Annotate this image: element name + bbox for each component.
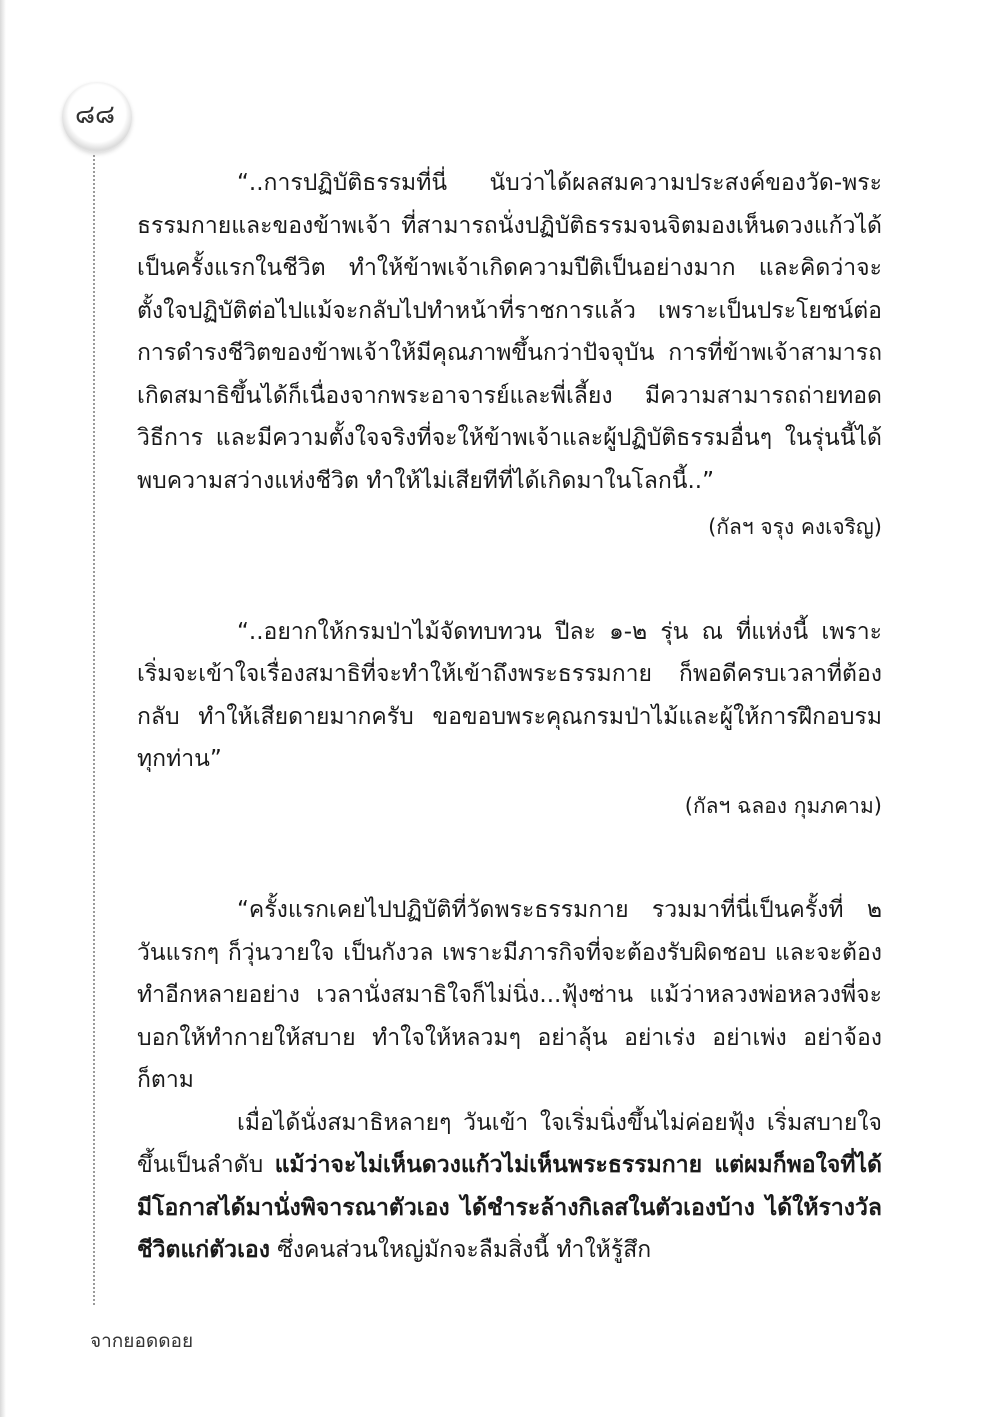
quote-3-paragraph-2	[137, 1102, 882, 1272]
dotted-margin-rule	[93, 155, 95, 1305]
page-edge-shadow	[0, 0, 6, 1417]
quote-3-p2-end: ซึ่งคนส่วนใหญ่มักจะลืมสิ่งนี้ ทำให้รู้สึก	[277, 1237, 652, 1263]
quote-2-author: (กัลฯ ฉลอง กุมภคาม)	[684, 793, 882, 818]
quote-2-text: “..อยากให้กรมป่าไม้จัดทบทวน ปีละ ๑-๒ รุ่น ณ ที่แห่งนี้ เพราะเริ่มจะเข้าใจเรื่องสมาธิที่จะทำให้เข้าถึงพระธรรมกาย ก็พอดีครบเวลาที่ต้องกลับ ทำให้เสียดายมากครับ ขอขอบพระคุณกรมป่าไม้และผู้ให้การฝึกอบรมทุกท่าน”	[137, 618, 882, 772]
quote-3-p2-bold: แม้ว่าจะไม่เห็นดวงแก้วไม่เห็นพระธรรมกาย แต่ผมก็พอใจที่ได้มีโอกาสได้มานั่งพิจารณาตัวเอง ได้ชำระล้างกิเลสในตัวเองบ้าง ได้ให้รางวัลชีวิตแก่ตัวเอง	[137, 1152, 882, 1263]
footer-book-title: จากยอดดอย	[90, 1330, 194, 1352]
quote-1-author: (กัลฯ จรุง คงเจริญ)	[708, 515, 882, 539]
quote-3-p2-start: เมื่อได้นั่งสมาธิหลายๆ วันเข้า ใจเริ่มนิ่งขึ้นไม่ค่อยฟุ้ง เริ่มสบายใจขึ้นเป็นลำดับ	[137, 1109, 882, 1178]
page-body	[137, 162, 882, 1272]
page-number: ๘๘	[74, 100, 116, 130]
quote-3-paragraph-1: “ครั้งแรกเคยไปปฏิบัติที่วัดพระธรรมกาย รวมมาที่นี่เป็นครั้งที่ ๒ วันแรกๆ ก็วุ่นวายใจ เป็นกังวล เพราะมีภารกิจที่จะต้องรับผิดชอบ และจะต้องทำอีกหลายอย่าง เวลานั่งสมาธิใจก็ไม่นิ่ง...ฟุ้งซ่าน แม้ว่าหลวงพ่อหลวงพี่จะบอกให้ทำกายให้สบาย ทำใจให้หลวมๆ อย่าลุ้น อย่าเร่ง อย่าเพ่ง อย่าจ้องก็ตาม	[137, 897, 882, 1093]
section-gap	[137, 827, 882, 889]
section-gap	[137, 549, 882, 611]
quote-1-text: “..การปฏิบัติธรรมที่นี่ นับว่าได้ผลสมความประสงค์ของวัด-พระธรรมกายและของข้าพเจ้า ที่สามารถนั่งปฏิบัติธรรมจนจิตมองเห็นดวงแก้วได้เป็นครั้งแรกในชีวิต ทำให้ข้าพเจ้าเกิดความปีติเป็นอย่างมาก และคิดว่าจะตั้งใจปฏิบัติต่อไปแม้จะกลับไปทำหน้าที่ราชการแล้ว เพราะเป็นประโยชน์ต่อการดำรงชีวิตของข้าพเจ้าให้มีคุณภาพขึ้นกว่าปัจจุบัน การที่ข้าพเจ้าสามารถเกิดสมาธิขึ้นได้ก็เนื่องจากพระอาจารย์และพี่เลี้ยง มีความสามารถถ่ายทอดวิธีการ และมีความตั้งใจจริงที่จะให้ข้าพเจ้าและผู้ปฏิบัติธรรมอื่นๆ ในรุ่นนี้ได้พบความสว่างแห่งชีวิต ทำให้ไม่เสียทีที่ได้เกิดมาในโลกนี้..”	[137, 170, 882, 494]
